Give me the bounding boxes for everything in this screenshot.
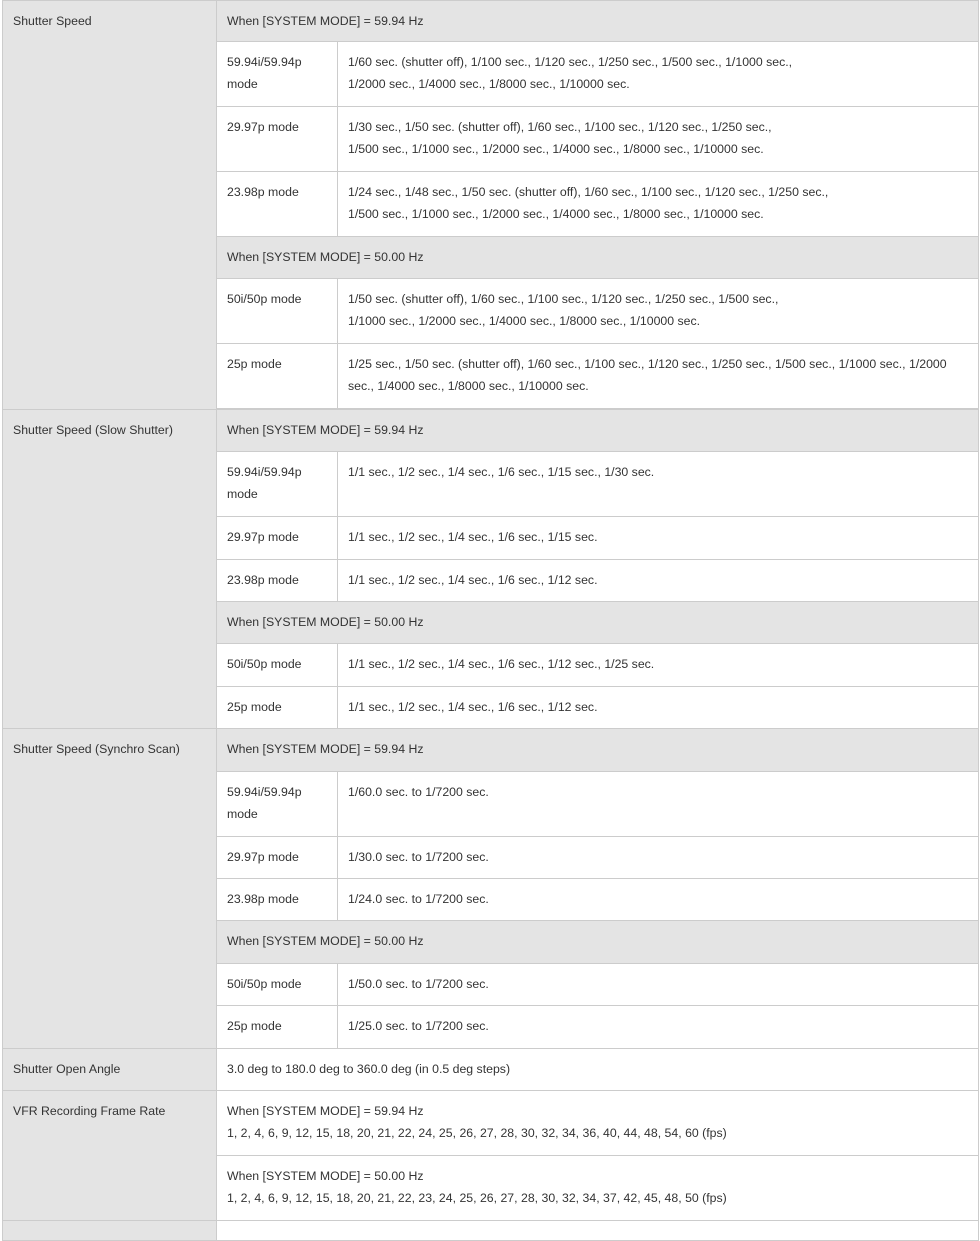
- table-row: [3, 729, 979, 772]
- mode-cell: 25p mode: [217, 687, 338, 729]
- value-cell: 1/30 sec., 1/50 sec. (shutter off), 1/60 sec., 1/100 sec., 1/120 sec., 1/250 sec., 1/500 sec., 1/1000 sec., 1/2000 sec., 1/4000 sec., 1/8000 sec., 1/10000 sec.: [338, 107, 979, 172]
- value-cell: 1/60 sec. (shutter off), 1/100 sec., 1/120 sec., 1/250 sec., 1/500 sec., 1/1000 sec., 1/2000 sec., 1/4000 sec., 1/8000 sec., 1/10000 sec.: [338, 42, 979, 107]
- vfr-heading: When [SYSTEM MODE] = 59.94 Hz: [227, 1104, 424, 1118]
- mode-cell: 50i/50p mode: [217, 644, 338, 687]
- value-cell: 1/50.0 sec. to 1/7200 sec.: [338, 964, 979, 1006]
- value-cell: 1/1 sec., 1/2 sec., 1/4 sec., 1/6 sec., 1/12 sec.: [338, 560, 979, 602]
- value-cell: 1/60.0 sec. to 1/7200 sec.: [338, 772, 979, 837]
- subheader-59-94hz: When [SYSTEM MODE] = 59.94 Hz: [217, 410, 979, 452]
- mode-cell: 23.98p mode: [217, 172, 338, 237]
- vfr-heading: When [SYSTEM MODE] = 50.00 Hz: [227, 1169, 424, 1183]
- mode-cell: 59.94i/59.94p mode: [217, 772, 338, 837]
- vfr-59-94hz-cell: [217, 1091, 979, 1156]
- subheader-50hz: When [SYSTEM MODE] = 50.00 Hz: [217, 237, 979, 279]
- value-cell: 1/1 sec., 1/2 sec., 1/4 sec., 1/6 sec., 1/15 sec., 1/30 sec.: [338, 452, 979, 517]
- table-row: [3, 1, 979, 42]
- value-cell: 1/1 sec., 1/2 sec., 1/4 sec., 1/6 sec., 1/15 sec.: [338, 517, 979, 560]
- table-row: [3, 410, 979, 452]
- table-row: [3, 1049, 979, 1091]
- row-label-vfr: VFR Recording Frame Rate: [3, 1091, 217, 1221]
- row-label-open-angle: Shutter Open Angle: [3, 1049, 217, 1091]
- mode-cell: 29.97p mode: [217, 517, 338, 560]
- mode-cell: 25p mode: [217, 344, 338, 409]
- mode-cell: 23.98p mode: [217, 879, 338, 921]
- vfr-values: 1, 2, 4, 6, 9, 12, 15, 18, 20, 21, 22, 23, 24, 25, 26, 27, 28, 30, 32, 34, 37, 42, 45, 48, 50 (fps): [227, 1191, 727, 1205]
- value-cell: 1/25.0 sec. to 1/7200 sec.: [338, 1006, 979, 1049]
- spec-table: [2, 0, 979, 1241]
- mode-cell: 50i/50p mode: [217, 964, 338, 1006]
- subheader-50hz: When [SYSTEM MODE] = 50.00 Hz: [217, 602, 979, 644]
- row-label-synchro-scan: Shutter Speed (Synchro Scan): [3, 729, 217, 1049]
- mode-cell: 29.97p mode: [217, 107, 338, 172]
- vfr-50hz-cell: [217, 1156, 979, 1221]
- mode-cell: 25p mode: [217, 1006, 338, 1049]
- value-cell: 1/30.0 sec. to 1/7200 sec.: [338, 837, 979, 879]
- vfr-values: 1, 2, 4, 6, 9, 12, 15, 18, 20, 21, 22, 24, 25, 26, 27, 28, 30, 32, 34, 36, 40, 44, 48, 54, 60 (fps): [227, 1126, 727, 1140]
- value-cell: 1/1 sec., 1/2 sec., 1/4 sec., 1/6 sec., 1/12 sec.: [338, 687, 979, 729]
- table-row: [3, 1221, 979, 1241]
- mode-cell: 50i/50p mode: [217, 279, 338, 344]
- value-cell: 1/24 sec., 1/48 sec., 1/50 sec. (shutter off), 1/60 sec., 1/100 sec., 1/120 sec., 1/250 sec., 1/500 sec., 1/1000 sec., 1/2000 sec., 1/4000 sec., 1/8000 sec., 1/10000 sec.: [338, 172, 979, 237]
- row-label-next: [3, 1221, 217, 1241]
- mode-cell: 59.94i/59.94p mode: [217, 42, 338, 107]
- value-cell: 1/24.0 sec. to 1/7200 sec.: [338, 879, 979, 921]
- value-cell: 3.0 deg to 180.0 deg to 360.0 deg (in 0.5 deg steps): [217, 1049, 979, 1091]
- value-cell: 1/50 sec. (shutter off), 1/60 sec., 1/100 sec., 1/120 sec., 1/250 sec., 1/500 sec., 1/1000 sec., 1/2000 sec., 1/4000 sec., 1/8000 sec., 1/10000 sec.: [338, 279, 979, 344]
- mode-cell: 59.94i/59.94p mode: [217, 452, 338, 517]
- mode-cell: 29.97p mode: [217, 837, 338, 879]
- mode-cell: 23.98p mode: [217, 560, 338, 602]
- value-cell: 1/1 sec., 1/2 sec., 1/4 sec., 1/6 sec., 1/12 sec., 1/25 sec.: [338, 644, 979, 687]
- value-cell: 1/25 sec., 1/50 sec. (shutter off), 1/60 sec., 1/100 sec., 1/120 sec., 1/250 sec., 1/500 sec., 1/1000 sec., 1/2000 sec., 1/4000 sec., 1/8000 sec., 1/10000 sec.: [338, 344, 979, 409]
- table-row: [3, 1091, 979, 1156]
- row-label-slow-shutter: Shutter Speed (Slow Shutter): [3, 410, 217, 729]
- value-cell: [217, 1221, 979, 1241]
- subheader-59-94hz: When [SYSTEM MODE] = 59.94 Hz: [217, 729, 979, 772]
- row-label-shutter-speed: Shutter Speed: [3, 1, 217, 410]
- subheader-50hz: When [SYSTEM MODE] = 50.00 Hz: [217, 921, 979, 964]
- subheader-59-94hz: When [SYSTEM MODE] = 59.94 Hz: [217, 1, 979, 42]
